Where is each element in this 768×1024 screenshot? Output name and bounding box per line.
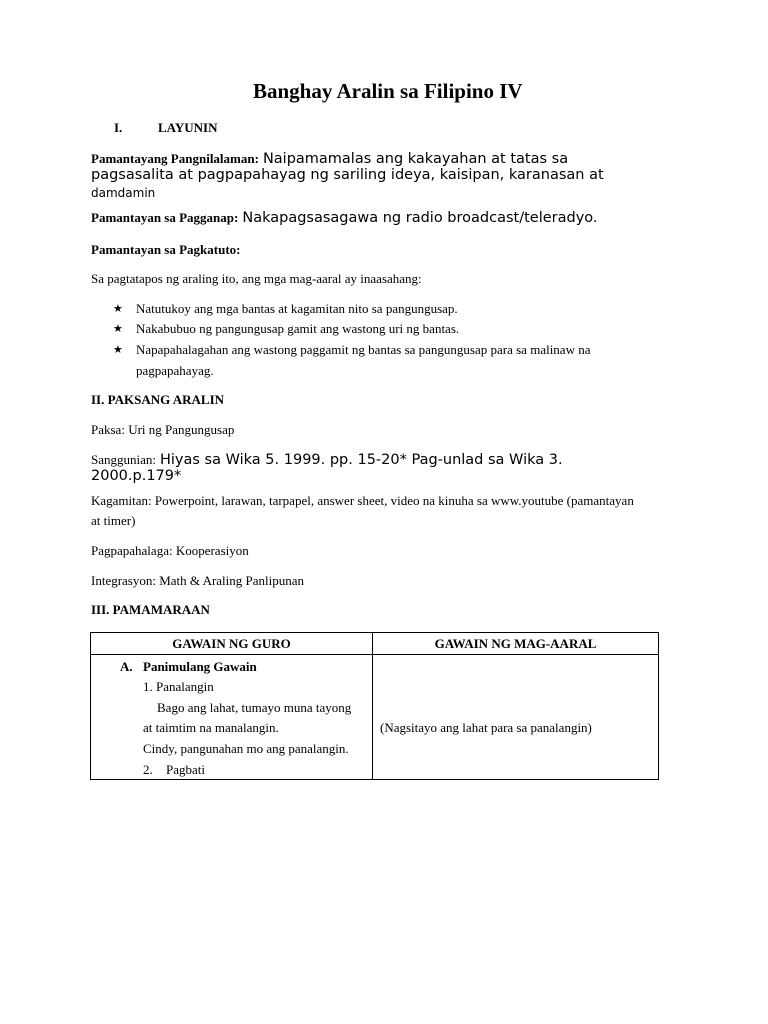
pamamaraan-table — [90, 632, 659, 780]
pagkatuto-bullet-2: Nakabubuo ng pangungusap gamit ang wastong uri ng bantas. — [136, 321, 460, 336]
pagbati-number: 2. — [143, 762, 153, 777]
pagkatuto-bullet-1: Natutukoy ang mga bantas at kagamitan nito sa pangungusap. — [136, 301, 458, 316]
pagkatuto-bullet-3-cont: pagpapahayag. — [136, 363, 214, 378]
kagamitan-line1: Kagamitan: Powerpoint, larawan, tarpapel, answer sheet, video na kinuha sa www.youtube (pamantayan — [91, 493, 634, 508]
star-bullet-icon: ★ — [113, 302, 123, 315]
section1-heading: LAYUNIN — [158, 120, 218, 135]
pagpapahalaga: Pagpapahalaga: Kooperasiyon — [91, 543, 249, 558]
guro-line-3: Cindy, pangunahan mo ang panalangin. — [143, 741, 349, 756]
star-bullet-icon: ★ — [113, 322, 123, 335]
section3-heading: III. PAMAMARAAN — [91, 602, 210, 617]
mag-aaral-response: (Nagsitayo ang lahat para sa panalangin) — [380, 720, 592, 735]
panalangin-item: 1. Panalangin — [143, 679, 214, 694]
kagamitan-line2: at timer) — [91, 513, 136, 528]
item-a-title: Panimulang Gawain — [143, 659, 257, 674]
integrasyon: Integrasyon: Math & Araling Panlipunan — [91, 573, 305, 588]
pagganap-label: Pamantayan sa Pagganap: — [91, 210, 239, 225]
mag-aaral-cell — [373, 655, 659, 780]
page-title: Banghay Aralin sa Filipino IV — [253, 79, 523, 103]
pangnilalaman-label: Pamantayang Pangnilalaman: — [91, 151, 259, 166]
guro-cell — [91, 655, 373, 780]
header-gawain-guro: GAWAIN NG GURO — [91, 633, 373, 655]
sanggunian-label: Sanggunian: — [91, 452, 156, 467]
header-gawain-mag-aaral: GAWAIN NG MAG-AARAL — [373, 633, 659, 655]
pangnilalaman-text: Naipamamalas ang kakayahan at tatas sa — [262, 151, 569, 167]
pagkatuto-intro: Sa pagtatapos ng araling ito, ang mga mag-aaral ay inaasahang: — [91, 271, 422, 286]
pangnilalaman-line2: pagsasalita at pagpapahayag ng sariling ideya, kaisipan, karanasan at — [91, 167, 604, 183]
guro-line-2: at taimtim na manalangin. — [143, 720, 279, 735]
pagkatuto-bullet-3: Napapahalagahan ang wastong paggamit ng bantas sa pangungusap para sa malinaw na — [136, 342, 591, 357]
pagbati-item: Pagbati — [166, 762, 205, 777]
section2-heading: II. PAKSANG ARALIN — [91, 392, 225, 407]
star-bullet-icon: ★ — [113, 343, 123, 356]
pagganap-line — [91, 209, 598, 227]
sanggunian-line1 — [91, 451, 563, 469]
table-row — [91, 655, 659, 780]
pagkatuto-label: Pamantayan sa Pagkatuto: — [91, 242, 241, 257]
section1-number: I. — [114, 120, 123, 135]
guro-line-1: Bago ang lahat, tumayo muna tayong — [157, 700, 352, 715]
sanggunian-line2: 2000.p.179* — [91, 468, 182, 484]
pangnilalaman-line1 — [91, 150, 568, 168]
table-header-row — [91, 633, 659, 655]
sanggunian-text: Hiyas sa Wika 5. 1999. pp. 15-20* Pag-unlad sa Wika 3. — [160, 452, 563, 468]
item-a-marker: A. — [120, 659, 133, 674]
paksa: Paksa: Uri ng Pangungusap — [91, 422, 235, 437]
pagganap-text: Nakapagsasagawa ng radio broadcast/teleradyo. — [242, 210, 598, 226]
pangnilalaman-line3: damdamin — [91, 186, 156, 200]
